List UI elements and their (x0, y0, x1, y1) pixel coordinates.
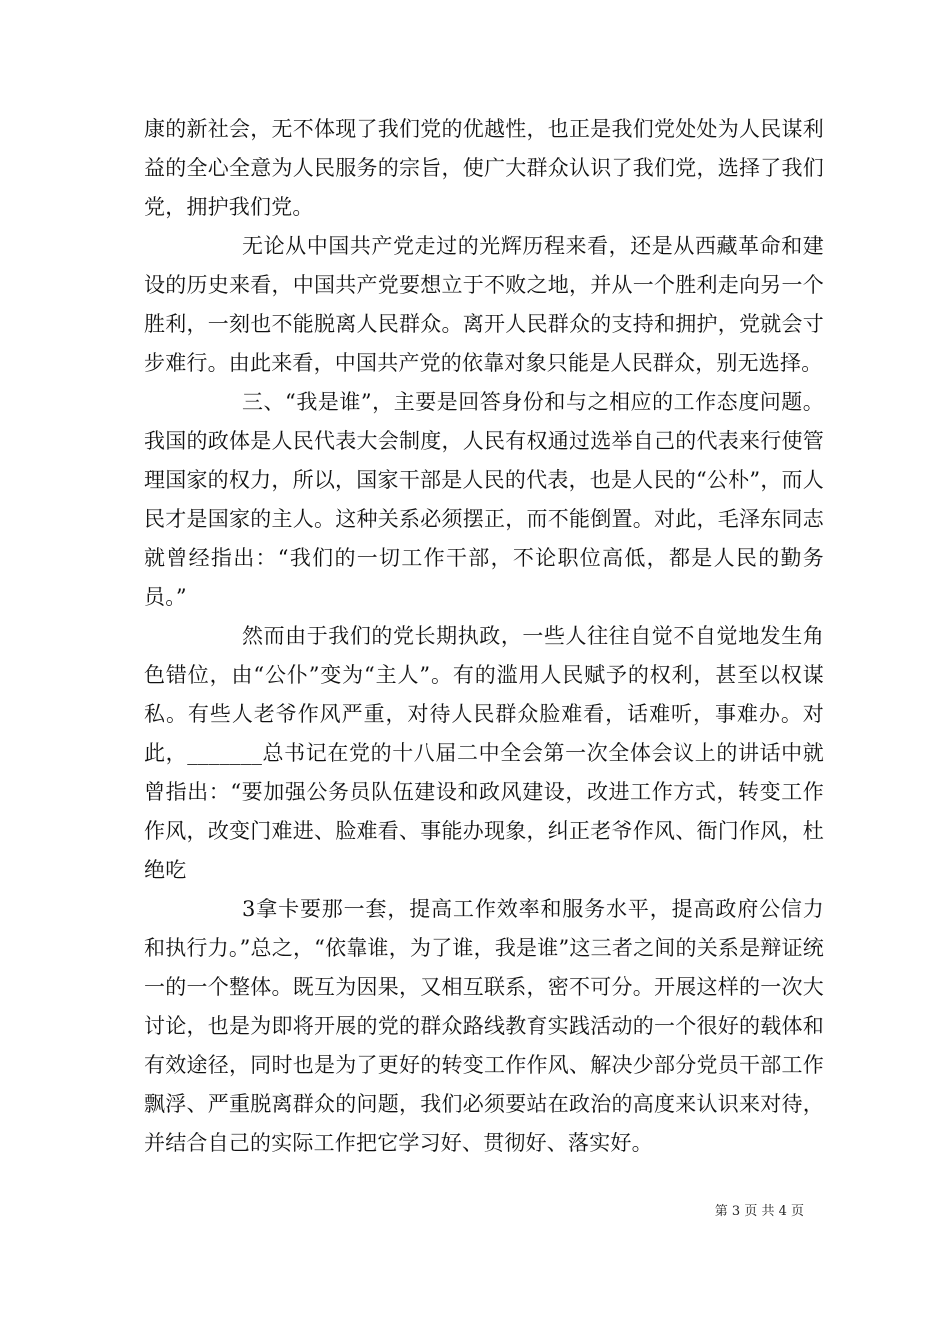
paragraph-party-history: 无论从中国共产党走过的光辉历程来看，还是从西藏革命和建设的历史来看，中国共产党要想立于不败之地，并从一个胜利走向另一个胜利，一刻也不能脱离人民群众。离开人民群众的支持和拥护，党就会寸步难行。由此来看，中国共产党的依靠对象只能是人民群众，别无选择。 (144, 234, 824, 375)
paragraph-conclusion: 3拿卡要那一套，提高工作效率和服务水平，提高政府公信力和执行力。”总之，“依靠谁，为了谁，我是谁”这三者之间的关系是辩证统一的一个整体。既互为因果，又相互联系，密不可分。开展这样的一次大讨论，也是为即将开展的党的群众路线教育实践活动的一个很好的载体和有效途径，同时也是为了更好的转变工作作风、解决少部分党员干部工作飘浮、严重脱离群众的问题，我们必须要站在政治的高度来认识来对待，并结合自己的实际工作把它学习好、贯彻好、落实好。 (144, 897, 824, 1155)
page-number-footer: 第 3 页 共 4 页 (714, 1204, 804, 1219)
paragraph-role-misplacement: 然而由于我们的党长期执政，一些人往往自觉不自觉地发生角色错位，由“公仆”变为“主人”。有的滥用人民赋予的权利，甚至以权谋私。有些人老爷作风严重，对待人民群众脸难看，话难听，事难办。对此，_______总书记在党的十八届二中全会第一次全体会议上的讲话中就曾指出：“要加强公务员队伍建设和政风建设，改进工作方式，转变工作作风，改变门难进、脸难看、事能办现象，纠正老爷作风、衙门作风，杜绝吃 (144, 624, 824, 882)
paragraph-continuation: 康的新社会，无不体现了我们党的优越性，也正是我们党处处为人民谋利益的全心全意为人民服务的宗旨，使广大群众认识了我们党，选择了我们党，拥护我们党。 (144, 117, 824, 219)
paragraph-who-am-i: 三、“我是谁”，主要是回答身份和与之相应的工作态度问题。我国的政体是人民代表大会制度，人民有权通过选举自己的代表来行使管理国家的权力，所以，国家干部是人民的代表，也是人民的“公朴”，而人民才是国家的主人。这种关系必须摆正，而不能倒置。对此，毛泽东同志就曾经指出：“我们的一切工作干部，不论职位高低，都是人民的勤务员。” (144, 390, 824, 609)
document-body (144, 110, 824, 1163)
